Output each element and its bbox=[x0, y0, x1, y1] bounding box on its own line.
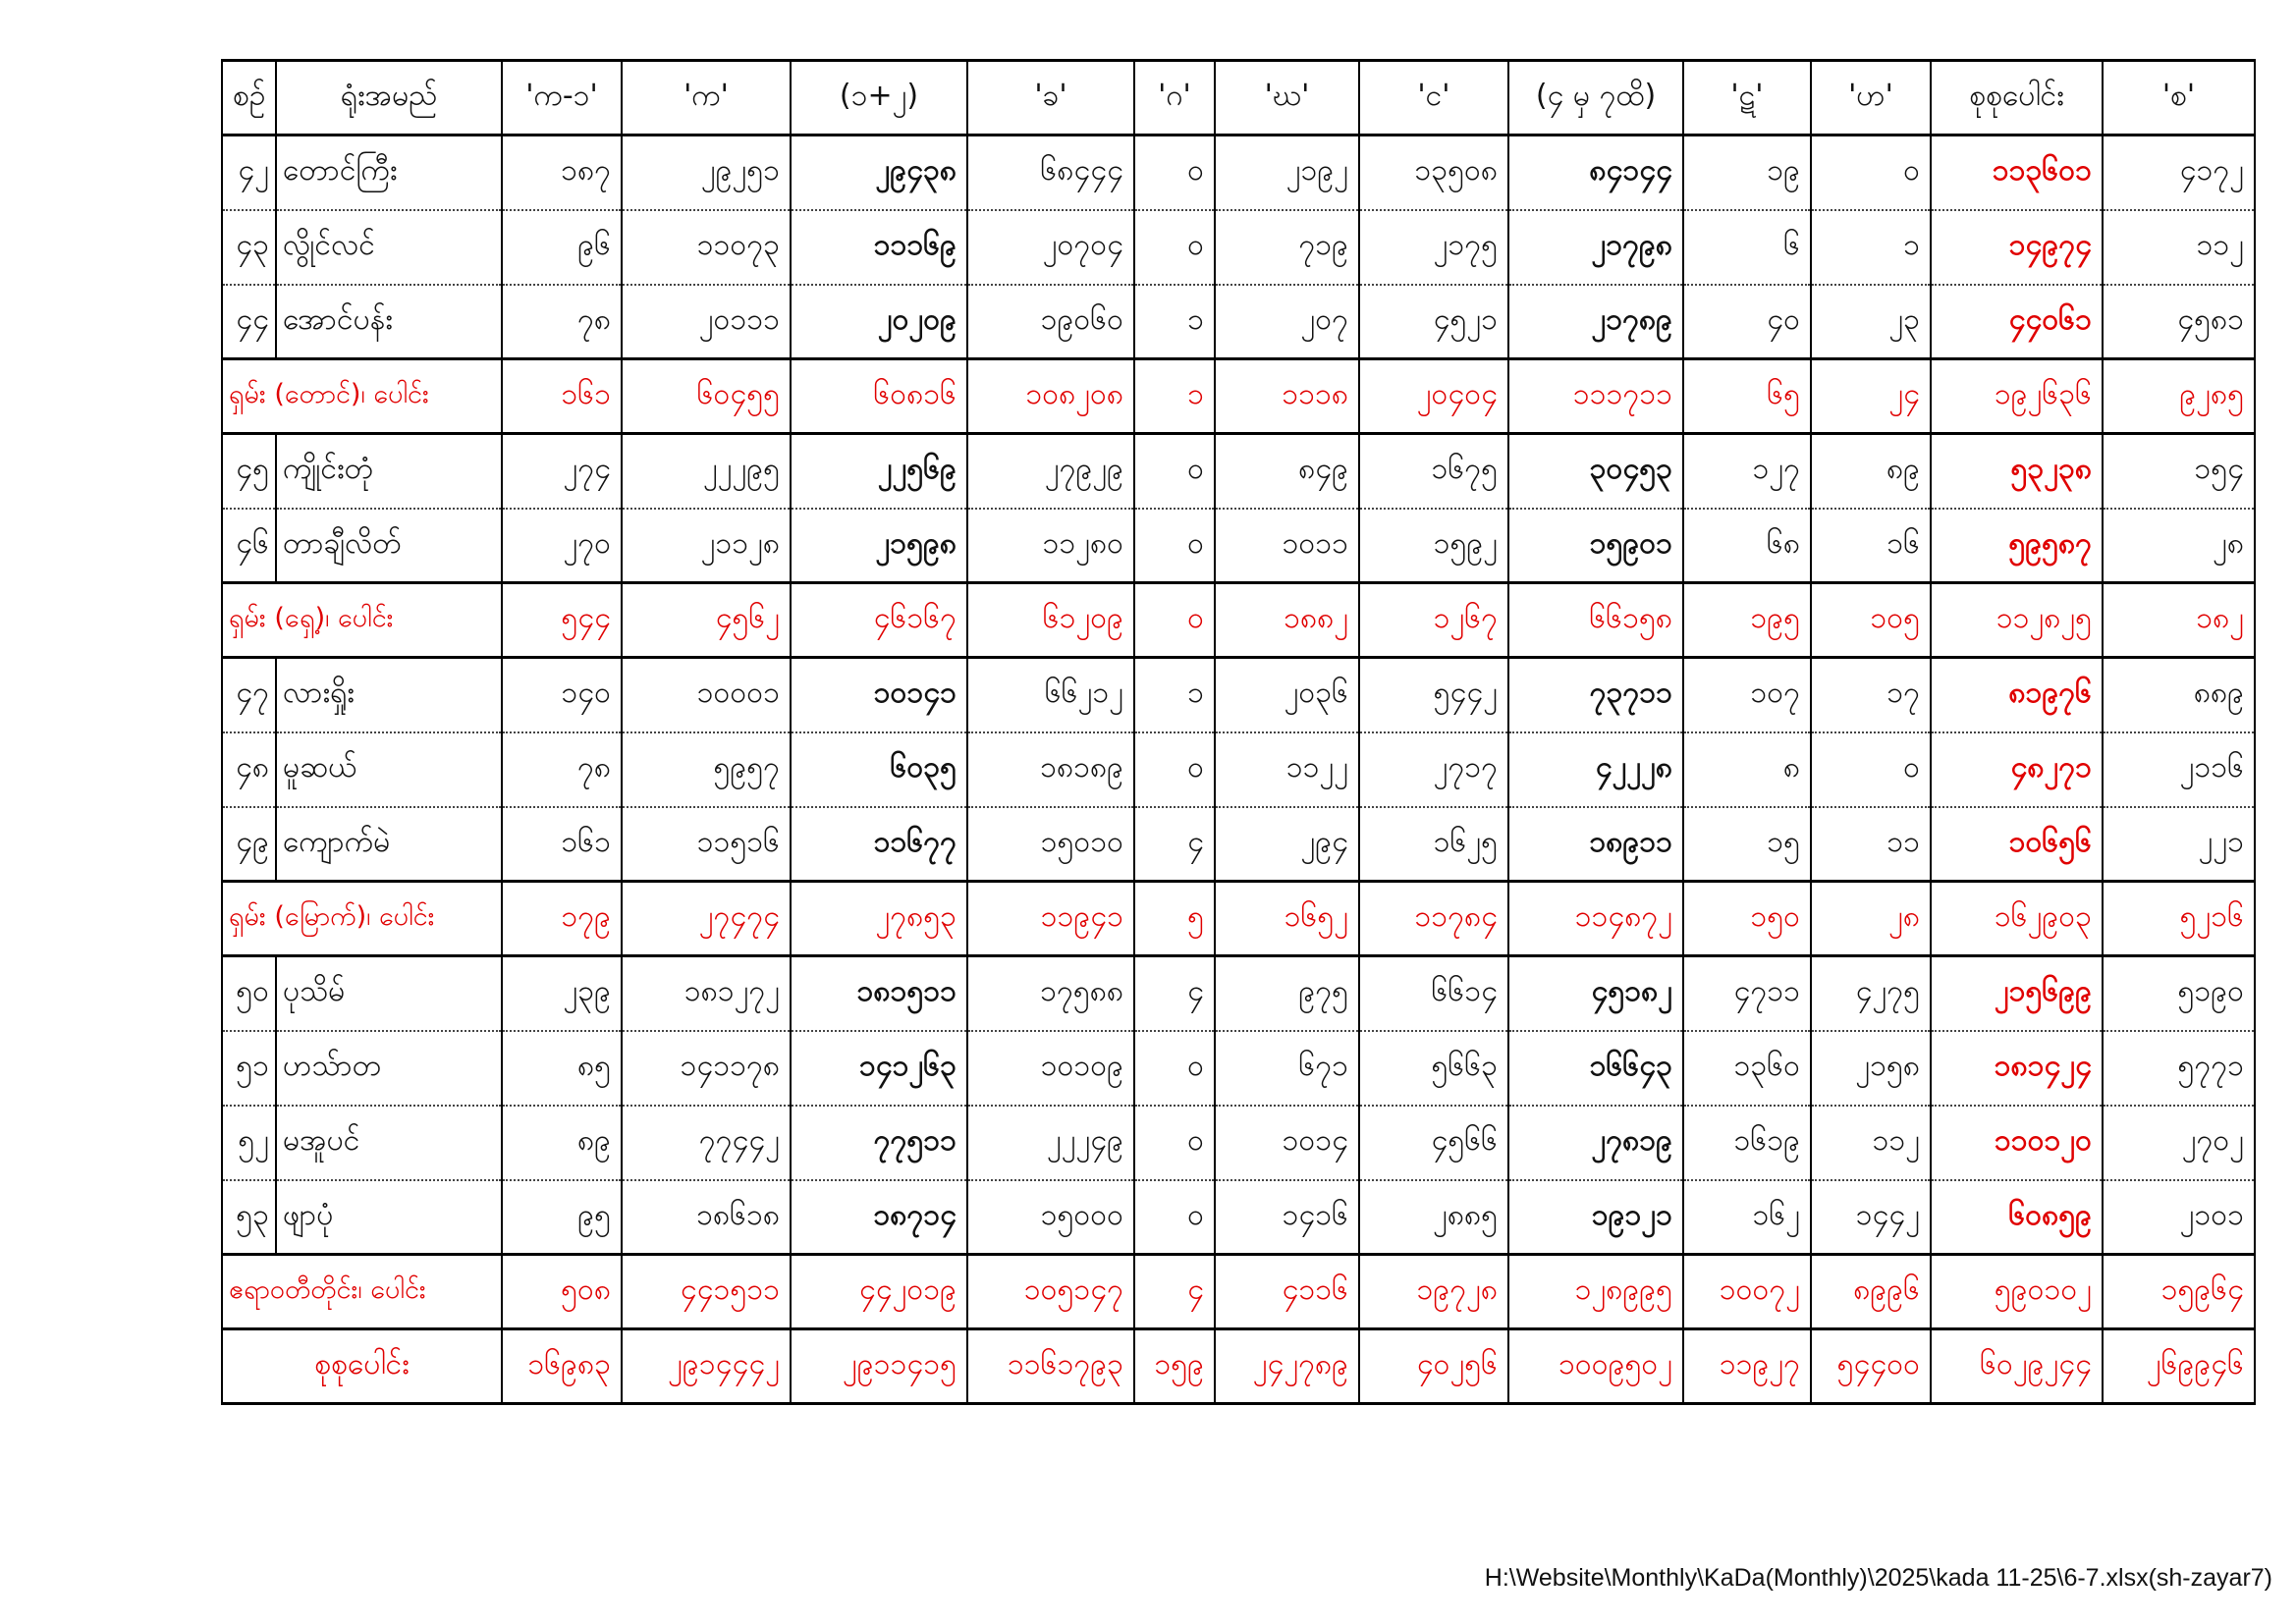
value-cell: ၂၁၅၉၈ bbox=[791, 509, 967, 583]
office-name: မအူပင် bbox=[276, 1106, 502, 1180]
value-cell: ၂၁၅၈ bbox=[1811, 1031, 1931, 1106]
subtotal-row bbox=[222, 359, 2255, 434]
value-cell: ၅၀၈ bbox=[502, 1255, 622, 1329]
value-cell: ၁၀၁၀၉ bbox=[967, 1031, 1134, 1106]
value-cell: ၁၈၉၁၁ bbox=[1508, 807, 1683, 882]
value-cell: ၅၉၅၇ bbox=[622, 732, 791, 807]
value-cell: ၀ bbox=[1811, 135, 1931, 210]
value-cell: ၁၀၀၀၁ bbox=[622, 658, 791, 732]
value-cell: ၀ bbox=[1134, 1031, 1215, 1106]
value-cell: ၁၁၂၂ bbox=[1215, 732, 1359, 807]
value-cell: ၈ bbox=[1683, 732, 1811, 807]
value-cell: ၁၁ bbox=[1811, 807, 1931, 882]
value-cell: ၁၇၉ bbox=[502, 882, 622, 956]
value-cell: ၂၉၄ bbox=[1215, 807, 1359, 882]
value-cell: ၂၈ bbox=[2103, 509, 2255, 583]
value-cell: ၇၇၄၄၂ bbox=[622, 1106, 791, 1180]
value-cell: ၁ bbox=[1134, 359, 1215, 434]
value-cell: ၇၈ bbox=[502, 285, 622, 359]
value-cell: ၁၄၉၇၄ bbox=[1931, 210, 2103, 285]
value-cell: ၁၇၅၈၈ bbox=[967, 956, 1134, 1031]
value-cell: ၆ bbox=[1683, 210, 1811, 285]
value-cell: ၁၀၀၉၅၀၂ bbox=[1508, 1329, 1683, 1404]
value-cell: ၂၀၃၆ bbox=[1215, 658, 1359, 732]
value-cell: ၁၈၇ bbox=[502, 135, 622, 210]
subtotal-row bbox=[222, 1255, 2255, 1329]
value-cell: ၈၁၉၇၆ bbox=[1931, 658, 2103, 732]
value-cell: ၁၁၆၇၇ bbox=[791, 807, 967, 882]
header-cell: 'ဂ' bbox=[1134, 61, 1215, 135]
value-cell: ၂၁၇၈၉ bbox=[1508, 285, 1683, 359]
value-cell: ၁၈၂ bbox=[2103, 583, 2255, 658]
office-name: အောင်ပန်း bbox=[276, 285, 502, 359]
value-cell: ၁၂၇ bbox=[1683, 434, 1811, 509]
value-cell: ၁၁၉၂၇ bbox=[1683, 1329, 1811, 1404]
value-cell: ၈၄၉ bbox=[1215, 434, 1359, 509]
value-cell: ၅၉၅၈၇ bbox=[1931, 509, 2103, 583]
value-cell: ၂၉၂၅၁ bbox=[622, 135, 791, 210]
value-cell: ၆၈ bbox=[1683, 509, 1811, 583]
value-cell: ၂၇၄ bbox=[502, 434, 622, 509]
value-cell: ၂၇၀၂ bbox=[2103, 1106, 2255, 1180]
value-cell: ၂၇၈၅၃ bbox=[791, 882, 967, 956]
subtotal-label: ဧရာဝတီတိုင်း၊ ပေါင်း bbox=[222, 1255, 502, 1329]
subtotal-row bbox=[222, 882, 2255, 956]
value-cell: ၀ bbox=[1134, 1180, 1215, 1255]
table-row bbox=[222, 807, 2255, 882]
row-number: ၄၄ bbox=[222, 285, 276, 359]
value-cell: ၂၃၉ bbox=[502, 956, 622, 1031]
value-cell: ၄၁၇၂ bbox=[2103, 135, 2255, 210]
value-cell: ၇၁၉ bbox=[1215, 210, 1359, 285]
value-cell: ၅၄၄ bbox=[502, 583, 622, 658]
value-cell: ၁၃၅၀၈ bbox=[1359, 135, 1508, 210]
value-cell: ၄ bbox=[1134, 807, 1215, 882]
value-cell: ၁၁၂ bbox=[2103, 210, 2255, 285]
row-number: ၅၃ bbox=[222, 1180, 276, 1255]
value-cell: ၀ bbox=[1811, 732, 1931, 807]
office-name: တာချီလိတ် bbox=[276, 509, 502, 583]
value-cell: ၅၆၆၃ bbox=[1359, 1031, 1508, 1106]
value-cell: ၁၉ bbox=[1683, 135, 1811, 210]
office-name: ပုသိမ် bbox=[276, 956, 502, 1031]
value-cell: ၁၀၅ bbox=[1811, 583, 1931, 658]
header-cell: 'က-၁' bbox=[502, 61, 622, 135]
value-cell: ၁၆၉၈၃ bbox=[502, 1329, 622, 1404]
header-cell: (၁+၂) bbox=[791, 61, 967, 135]
header-cell: 'စ' bbox=[2103, 61, 2255, 135]
value-cell: ၁၁၉၄၁ bbox=[967, 882, 1134, 956]
value-cell: ၁၅၉၆၄ bbox=[2103, 1255, 2255, 1329]
value-cell: ၂၁၅၆၉၉ bbox=[1931, 956, 2103, 1031]
table-row bbox=[222, 1031, 2255, 1106]
value-cell: ၄၆၁၆၇ bbox=[791, 583, 967, 658]
value-cell: ၇၇၅၁၁ bbox=[791, 1106, 967, 1180]
header-cell: 'ဋ' bbox=[1683, 61, 1811, 135]
value-cell: ၅၉၀၁၀၂ bbox=[1931, 1255, 2103, 1329]
row-number: ၄၂ bbox=[222, 135, 276, 210]
office-name: လွိုင်လင် bbox=[276, 210, 502, 285]
value-cell: ၂၇၈၁၉ bbox=[1508, 1106, 1683, 1180]
value-cell: ၅၂၁၆ bbox=[2103, 882, 2255, 956]
value-cell: ၂၂၅၆၉ bbox=[791, 434, 967, 509]
value-cell: ၂၉၄၃၈ bbox=[791, 135, 967, 210]
table-body bbox=[222, 135, 2255, 1404]
value-cell: ၁၁၂၈၂၅ bbox=[1931, 583, 2103, 658]
value-cell: ၁ bbox=[1134, 285, 1215, 359]
value-cell: ၂၉၁၄၄၄၂ bbox=[622, 1329, 791, 1404]
value-cell: ၀ bbox=[1134, 509, 1215, 583]
value-cell: ၉၂၈၅ bbox=[2103, 359, 2255, 434]
value-cell: ၁၅၀၁၀ bbox=[967, 807, 1134, 882]
value-cell: ၁၅၉၀၁ bbox=[1508, 509, 1683, 583]
table-row bbox=[222, 658, 2255, 732]
value-cell: ၄ bbox=[1134, 956, 1215, 1031]
value-cell: ၁၄၁၆ bbox=[1215, 1180, 1359, 1255]
value-cell: ၈၈၉ bbox=[2103, 658, 2255, 732]
table-row bbox=[222, 956, 2255, 1031]
row-number: ၄၆ bbox=[222, 509, 276, 583]
value-cell: ၁၇ bbox=[1811, 658, 1931, 732]
value-cell: ၁၉၁၂၁ bbox=[1508, 1180, 1683, 1255]
value-cell: ၁၁၇၈၄ bbox=[1359, 882, 1508, 956]
value-cell: ၆၀၄၅၅ bbox=[622, 359, 791, 434]
row-number: ၅၁ bbox=[222, 1031, 276, 1106]
value-cell: ၁၆၂ bbox=[1683, 1180, 1811, 1255]
value-cell: ၁၆ bbox=[1811, 509, 1931, 583]
value-cell: ၃၀၄၅၃ bbox=[1508, 434, 1683, 509]
value-cell: ၁၈၁၈၉ bbox=[967, 732, 1134, 807]
header-cell: စဉ် bbox=[222, 61, 276, 135]
value-cell: ၁၄၁၂၆၃ bbox=[791, 1031, 967, 1106]
value-cell: ၂၀၇ bbox=[1215, 285, 1359, 359]
value-cell: ၂၁၇၅ bbox=[1359, 210, 1508, 285]
value-cell: ၁၈၆၁၈ bbox=[622, 1180, 791, 1255]
value-cell: ၁၁၃၆၀၁ bbox=[1931, 135, 2103, 210]
value-cell: ၅၇၇၁ bbox=[2103, 1031, 2255, 1106]
value-cell: ၄၄၂၀၁၉ bbox=[791, 1255, 967, 1329]
value-cell: ၅၃၂၃၈ bbox=[1931, 434, 2103, 509]
row-number: ၄၅ bbox=[222, 434, 276, 509]
value-cell: ၀ bbox=[1134, 210, 1215, 285]
value-cell: ၅၄၄၀၀ bbox=[1811, 1329, 1931, 1404]
table-row bbox=[222, 509, 2255, 583]
value-cell: ၆၆၁၅၈ bbox=[1508, 583, 1683, 658]
value-cell: ၄၅၁၈၂ bbox=[1508, 956, 1683, 1031]
value-cell: ၂၂၂၄၉ bbox=[967, 1106, 1134, 1180]
value-cell: ၂၀၄၀၄ bbox=[1359, 359, 1508, 434]
value-cell: ၄၀၂၅၆ bbox=[1359, 1329, 1508, 1404]
value-cell: ၁ bbox=[1134, 658, 1215, 732]
header-cell: 'ဟ' bbox=[1811, 61, 1931, 135]
value-cell: ၆၁၂၀၉ bbox=[967, 583, 1134, 658]
value-cell: ၈၄၁၄၄ bbox=[1508, 135, 1683, 210]
value-cell: ၂၂၁ bbox=[2103, 807, 2255, 882]
value-cell: ၁၉၂၆၃၆ bbox=[1931, 359, 2103, 434]
value-cell: ၂၂၂၉၅ bbox=[622, 434, 791, 509]
value-cell: ၁၆၅၂ bbox=[1215, 882, 1359, 956]
value-cell: ၂၇၄၇၄ bbox=[622, 882, 791, 956]
value-cell: ၁၉၅ bbox=[1683, 583, 1811, 658]
value-cell: ၁၁၂ bbox=[1811, 1106, 1931, 1180]
value-cell: ၁၂၆၇ bbox=[1359, 583, 1508, 658]
value-cell: ၀ bbox=[1134, 1106, 1215, 1180]
header-cell: စုစုပေါင်း bbox=[1931, 61, 2103, 135]
row-number: ၄၇ bbox=[222, 658, 276, 732]
value-cell: ၁၀၅၁၄၇ bbox=[967, 1255, 1134, 1329]
value-cell: ၂၀၁၁၁ bbox=[622, 285, 791, 359]
table-row bbox=[222, 434, 2255, 509]
value-cell: ၁၀၁၁ bbox=[1215, 509, 1359, 583]
value-cell: ၁၅၄ bbox=[2103, 434, 2255, 509]
value-cell: ၂၄ bbox=[1811, 359, 1931, 434]
value-cell: ၀ bbox=[1134, 583, 1215, 658]
value-cell: ၁၁၁၆၉ bbox=[791, 210, 967, 285]
office-name: တောင်ကြီး bbox=[276, 135, 502, 210]
value-cell: ၁၁၂၈၀ bbox=[967, 509, 1134, 583]
value-cell: ၁၆၁ bbox=[502, 807, 622, 882]
value-cell: ၁၅၉၂ bbox=[1359, 509, 1508, 583]
value-cell: ၁၀၈၂၀၈ bbox=[967, 359, 1134, 434]
value-cell: ၈၉ bbox=[502, 1106, 622, 1180]
value-cell: ၀ bbox=[1134, 732, 1215, 807]
value-cell: ၆၆၁၄ bbox=[1359, 956, 1508, 1031]
office-name: ကျိုင်းတုံ bbox=[276, 434, 502, 509]
value-cell: ၂၁၇၉၈ bbox=[1508, 210, 1683, 285]
value-cell: ၄၀ bbox=[1683, 285, 1811, 359]
row-number: ၄၃ bbox=[222, 210, 276, 285]
value-cell: ၄၅၆၆ bbox=[1359, 1106, 1508, 1180]
value-cell: ၈၉၉၆ bbox=[1811, 1255, 1931, 1329]
subtotal-label: ရှမ်း (တောင်)၊ ပေါင်း bbox=[222, 359, 502, 434]
value-cell: ၈၅ bbox=[502, 1031, 622, 1106]
table-row bbox=[222, 210, 2255, 285]
value-cell: ၄၁၁၆ bbox=[1215, 1255, 1359, 1329]
value-cell: ၂၁၀၁ bbox=[2103, 1180, 2255, 1255]
value-cell: ၄၄၀၆၁ bbox=[1931, 285, 2103, 359]
value-cell: ၈၉ bbox=[1811, 434, 1931, 509]
row-number: ၅၂ bbox=[222, 1106, 276, 1180]
value-cell: ၁၈၁၅၁၁ bbox=[791, 956, 967, 1031]
value-cell: ၁၅၉ bbox=[1134, 1329, 1215, 1404]
value-cell: ၁၀၇ bbox=[1683, 658, 1811, 732]
value-cell: ၆၅ bbox=[1683, 359, 1811, 434]
value-cell: ၁၁၄၈၇၂ bbox=[1508, 882, 1683, 956]
value-cell: ၄၄၁၅၁၁ bbox=[622, 1255, 791, 1329]
header-cell: 'ခ' bbox=[967, 61, 1134, 135]
value-cell: ၀ bbox=[1134, 434, 1215, 509]
value-cell: ၁၉၇၂၈ bbox=[1359, 1255, 1508, 1329]
value-cell: ၅၁၉၀ bbox=[2103, 956, 2255, 1031]
office-name: လားရှိုး bbox=[276, 658, 502, 732]
value-cell: ၂၁၁၆ bbox=[2103, 732, 2255, 807]
row-number: ၄၈ bbox=[222, 732, 276, 807]
value-cell: ၁၆၆၄၃ bbox=[1508, 1031, 1683, 1106]
value-cell: ၅ bbox=[1134, 882, 1215, 956]
value-cell: ၂၀၇၀၄ bbox=[967, 210, 1134, 285]
table-row bbox=[222, 285, 2255, 359]
value-cell: ၂၈ bbox=[1811, 882, 1931, 956]
grand-total-row bbox=[222, 1329, 2255, 1404]
value-cell: ၄၅၈၁ bbox=[2103, 285, 2255, 359]
table-row bbox=[222, 1106, 2255, 1180]
value-cell: ၁၈၁၂၇၂ bbox=[622, 956, 791, 1031]
subtotal-label: ရှမ်း (ရှေ့)၊ ပေါင်း bbox=[222, 583, 502, 658]
header-cell: 'က' bbox=[622, 61, 791, 135]
value-cell: ၁၁၀၇၃ bbox=[622, 210, 791, 285]
value-cell: ၁၄၁၁၇၈ bbox=[622, 1031, 791, 1106]
header-row bbox=[222, 61, 2255, 135]
header-cell: 'ဃ' bbox=[1215, 61, 1359, 135]
table-row bbox=[222, 732, 2255, 807]
value-cell: ၆၇၁ bbox=[1215, 1031, 1359, 1106]
value-cell: ၂၁၁၂၈ bbox=[622, 509, 791, 583]
value-cell: ၄၂၇၅ bbox=[1811, 956, 1931, 1031]
value-cell: ၁၆၁ bbox=[502, 359, 622, 434]
value-cell: ၉၆ bbox=[502, 210, 622, 285]
file-path-footer: H:\Website\Monthly\KaDa(Monthly)\2025\kada 11-25\6-7.xlsx(sh-zayar7) bbox=[1484, 1564, 2272, 1592]
value-cell: ၄၈၂၇၁ bbox=[1931, 732, 2103, 807]
value-cell: ၁၈၈၂ bbox=[1215, 583, 1359, 658]
value-cell: ၂၃ bbox=[1811, 285, 1931, 359]
value-cell: ၂၆၉၉၄၆ bbox=[2103, 1329, 2255, 1404]
value-cell: ၄၅၂၁ bbox=[1359, 285, 1508, 359]
value-cell: ၁၅၀ bbox=[1683, 882, 1811, 956]
value-cell: ၁၄၀ bbox=[502, 658, 622, 732]
office-name: မူဆယ် bbox=[276, 732, 502, 807]
value-cell: ၇၈ bbox=[502, 732, 622, 807]
value-cell: ၁၆၇၅ bbox=[1359, 434, 1508, 509]
value-cell: ၁၆၂၉၀၃ bbox=[1931, 882, 2103, 956]
subtotal-label: ရှမ်း (မြောက်)၊ ပေါင်း bbox=[222, 882, 502, 956]
value-cell: ၁၆၁၉ bbox=[1683, 1106, 1811, 1180]
header-cell: 'င' bbox=[1359, 61, 1508, 135]
value-cell: ၁၈၁၄၂၄ bbox=[1931, 1031, 2103, 1106]
value-cell: ၁၁၀၁၂၀ bbox=[1931, 1106, 2103, 1180]
value-cell: ၁၁၅၁၆ bbox=[622, 807, 791, 882]
value-cell: ၁၅၀၀၀ bbox=[967, 1180, 1134, 1255]
value-cell: ၁၉၀၆၀ bbox=[967, 285, 1134, 359]
value-cell: ၂၇၉၂၉ bbox=[967, 434, 1134, 509]
value-cell: ၁၆၂၅ bbox=[1359, 807, 1508, 882]
value-cell: ၆၀၈၅၉ bbox=[1931, 1180, 2103, 1255]
header-cell: (၄ မှ ၇ထိ) bbox=[1508, 61, 1683, 135]
value-cell: ၆၀၈၁၆ bbox=[791, 359, 967, 434]
value-cell: ၂၈၈၅ bbox=[1359, 1180, 1508, 1255]
value-cell: ၁၈၇၁၄ bbox=[791, 1180, 967, 1255]
value-cell: ၂၇၁၇ bbox=[1359, 732, 1508, 807]
value-cell: ၁၀၀၇၂ bbox=[1683, 1255, 1811, 1329]
value-cell: ၂၁၉၂ bbox=[1215, 135, 1359, 210]
value-cell: ၀ bbox=[1134, 135, 1215, 210]
value-cell: ၁၃၆၀ bbox=[1683, 1031, 1811, 1106]
value-cell: ၁၅ bbox=[1683, 807, 1811, 882]
table-row bbox=[222, 1180, 2255, 1255]
subtotal-row bbox=[222, 583, 2255, 658]
value-cell: ၂၇၀ bbox=[502, 509, 622, 583]
office-name: ဖျာပုံ bbox=[276, 1180, 502, 1255]
value-cell: ၆၈၄၄၄ bbox=[967, 135, 1134, 210]
table-row bbox=[222, 135, 2255, 210]
value-cell: ၂၉၁၁၄၁၅ bbox=[791, 1329, 967, 1404]
row-number: ၅၀ bbox=[222, 956, 276, 1031]
value-cell: ၁၁၁၇၁၁ bbox=[1508, 359, 1683, 434]
value-cell: ၆၀၃၅ bbox=[791, 732, 967, 807]
value-cell: ၁၀၁၄ bbox=[1215, 1106, 1359, 1180]
value-cell: ၁၀၆၅၆ bbox=[1931, 807, 2103, 882]
value-cell: ၁၁၆၁၇၉၃ bbox=[967, 1329, 1134, 1404]
grand-total-label: စုစုပေါင်း bbox=[222, 1329, 502, 1404]
value-cell: ၉၇၅ bbox=[1215, 956, 1359, 1031]
value-cell: ၄ bbox=[1134, 1255, 1215, 1329]
row-number: ၄၉ bbox=[222, 807, 276, 882]
value-cell: ၆၆၂၁၂ bbox=[967, 658, 1134, 732]
value-cell: ၂၀၂၀၉ bbox=[791, 285, 967, 359]
value-cell: ၇၃၇၁၁ bbox=[1508, 658, 1683, 732]
value-cell: ၁၂၈၉၉၅ bbox=[1508, 1255, 1683, 1329]
value-cell: ၄၇၁၁ bbox=[1683, 956, 1811, 1031]
value-cell: ၄၅၆၂ bbox=[622, 583, 791, 658]
value-cell: ၉၅ bbox=[502, 1180, 622, 1255]
office-name: ဟသ်ာတ bbox=[276, 1031, 502, 1106]
value-cell: ၁၀၁၄၁ bbox=[791, 658, 967, 732]
value-cell: ၁ bbox=[1811, 210, 1931, 285]
value-cell: ၄၂၂၂၈ bbox=[1508, 732, 1683, 807]
value-cell: ၂၄၂၇၈၉ bbox=[1215, 1329, 1359, 1404]
value-cell: ၁၁၁၈ bbox=[1215, 359, 1359, 434]
value-cell: ၁၄၄၂ bbox=[1811, 1180, 1931, 1255]
header-cell: ရုံးအမည် bbox=[276, 61, 502, 135]
office-name: ကျောက်မဲ bbox=[276, 807, 502, 882]
value-cell: ၆၀၂၉၂၄၄ bbox=[1931, 1329, 2103, 1404]
data-table bbox=[221, 59, 2256, 1405]
value-cell: ၅၄၄၂ bbox=[1359, 658, 1508, 732]
